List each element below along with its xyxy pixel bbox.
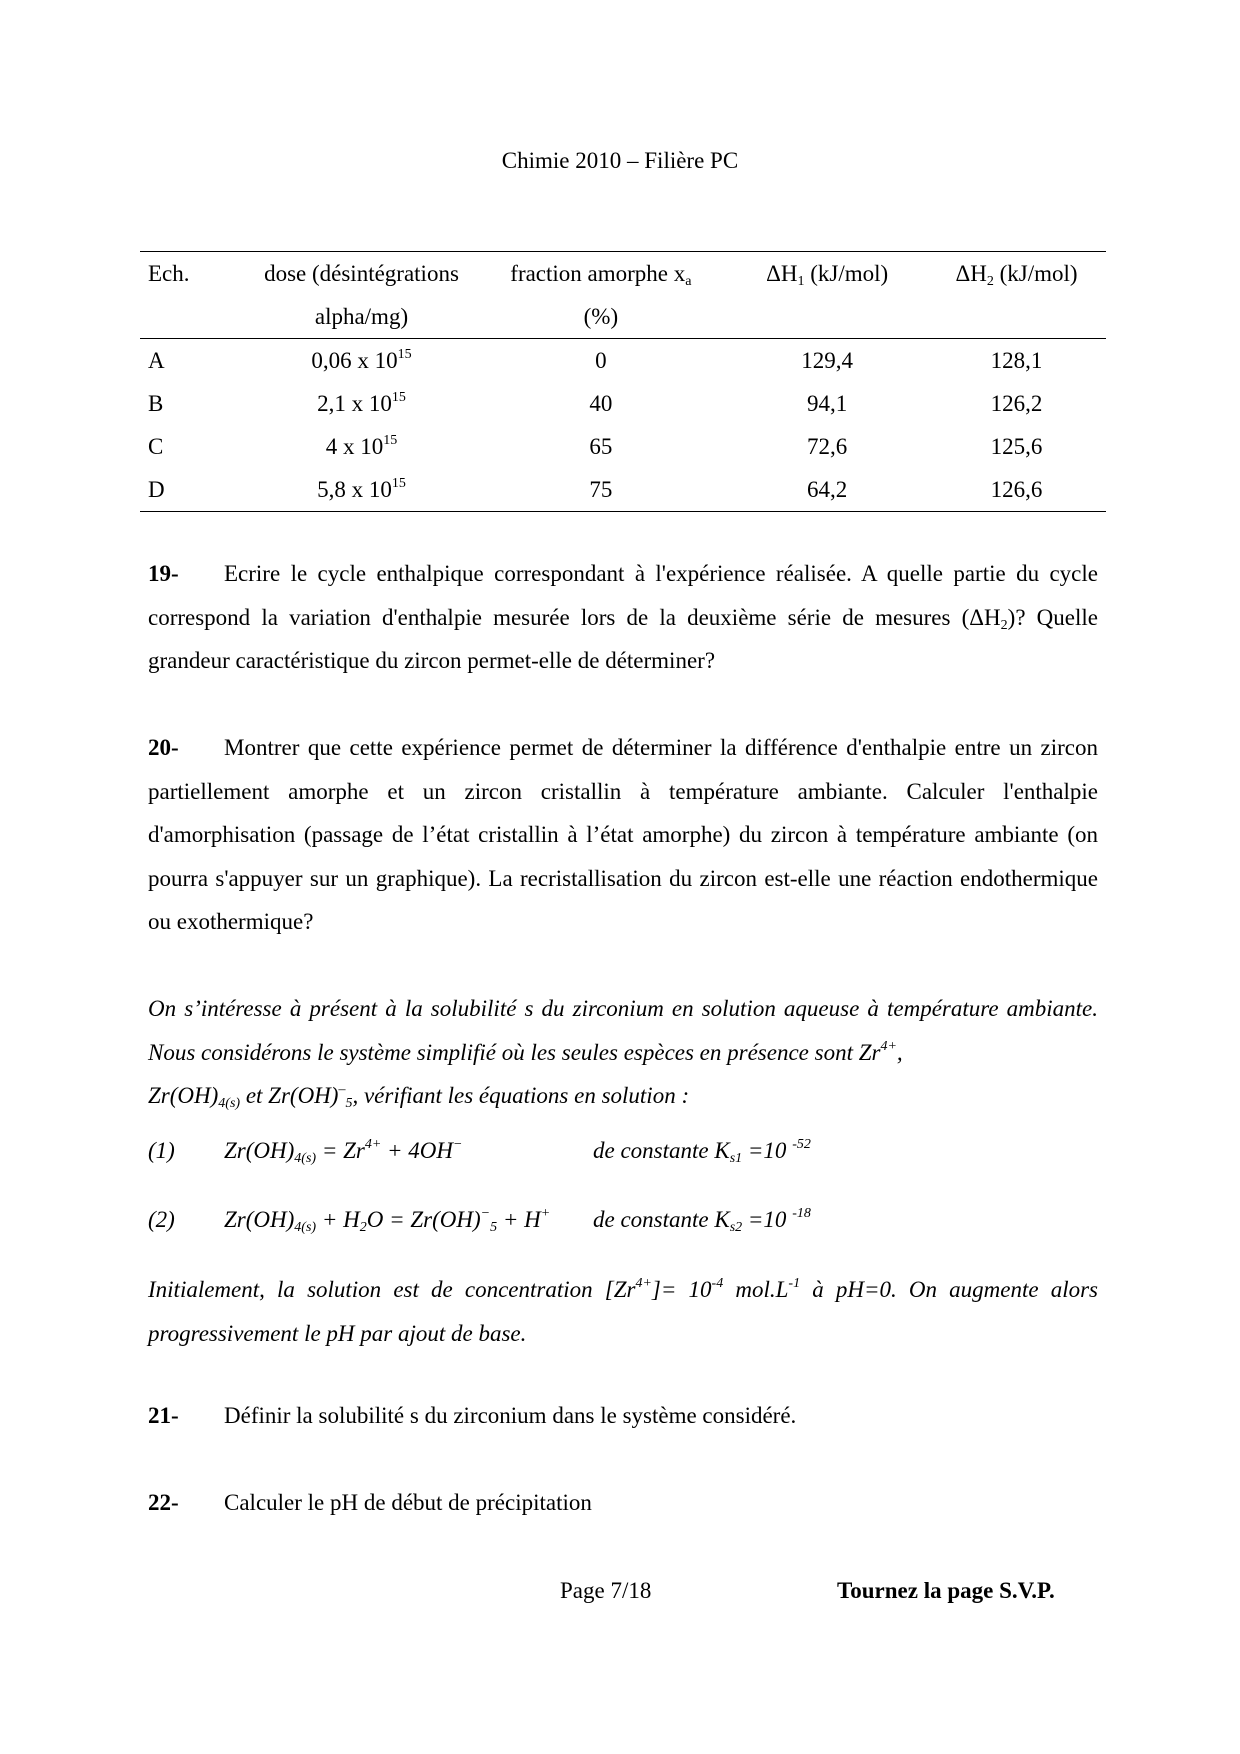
col-header-dh1: $\Delta H_1$ (kJ/mol) — [766, 260, 889, 289]
data-table — [140, 251, 1106, 512]
table-row: A 0,06 x $10^{15}$ 0 129,4 128,1 — [148, 346, 1043, 373]
page-number: Page 7/18 — [560, 1578, 652, 1603]
col-header-dose-unit: alpha/mg) — [248, 295, 474, 339]
equation-1: (1) $Zr(OH)_{4(s)} = Zr^{4+} + 4OH^-$ de constante $K_{s1} =10$ $^{-52}$ — [148, 1137, 811, 1166]
turn-page-note: Tournez la page S.V.P. — [837, 1578, 1055, 1603]
col-header-ech: Ech. — [148, 260, 190, 286]
col-header-fraction-unit: (%) — [475, 295, 728, 339]
col-header-fraction: fraction amorphe $x_a$ — [510, 260, 692, 289]
question-number: 21- — [148, 1403, 179, 1428]
col-header-dose: dose (désintégrations — [264, 260, 459, 286]
question-number: 20- — [148, 735, 179, 760]
question-number: 22- — [148, 1490, 179, 1515]
table-row: B 2,1 x $10^{15}$ 40 94,1 126,2 — [148, 389, 1043, 416]
intro-paragraph: On s’intéresse à présent à la solubilité s du zirconium en solution aqueuse à température ambiante. Nous considérons le système simplifié où les seules espèces en présence sont $Zr^{4+}$, $Zr(OH)_{4(s)}$ et $Zr(OH)^-_5$, vérifiant les équations en solution : — [148, 996, 1098, 1111]
page-header: Chimie 2010 – Filière PC — [501, 148, 739, 173]
question-22: 22- Calculer le pH de début de précipitation — [148, 1481, 1098, 1525]
initial-conditions: Initialement, la solution est de concentration $[Zr^{4+}]= 10^{-4}$ $mol.L^{-1}$ à pH=0. On augmente alors progressivement le pH par ajout de base. — [148, 1276, 1098, 1346]
table-row: C 4 x $10^{15}$ 65 72,6 125,6 — [148, 432, 1043, 459]
table-row: D 5,8 x $10^{15}$ 75 64,2 126,6 — [140, 468, 1106, 512]
question-19: 19- Ecrire le cycle enthalpique correspondant à l'expérience réalisée. A quelle partie du cycle correspond la variation d'enthalpie mesurée lors de la deuxième série de mesures $(\Delta H_2)$? Quelle grandeur caractéristique du zircon permet-elle de déterminer? — [148, 552, 1098, 683]
question-20: 20- Montrer que cette expérience permet de déterminer la différence d'enthalpie entre un zircon partiellement amorphe et un zircon cristallin à température ambiante. Calculer l'enthalpie d'amorphisation (passage de l’état cristallin à l’état amorphe) du zircon à température ambiante (on pourra s'appuyer sur un graphique). La recristallisation du zircon est-elle une réaction endothermique ou exothermique? — [148, 726, 1098, 944]
col-header-dh2: $\Delta H_2$ (kJ/mol) — [955, 260, 1078, 289]
question-number: 19- — [148, 561, 179, 586]
equation-2: (2) $Zr(OH)_{4(s)} + H_2O = Zr(OH)^-_5 + H^+$ de constante $K_{s2} =10$ $^{-18}$ — [148, 1206, 811, 1235]
question-21: 21- Définir la solubilité s du zirconium dans le système considéré. — [148, 1394, 1098, 1438]
